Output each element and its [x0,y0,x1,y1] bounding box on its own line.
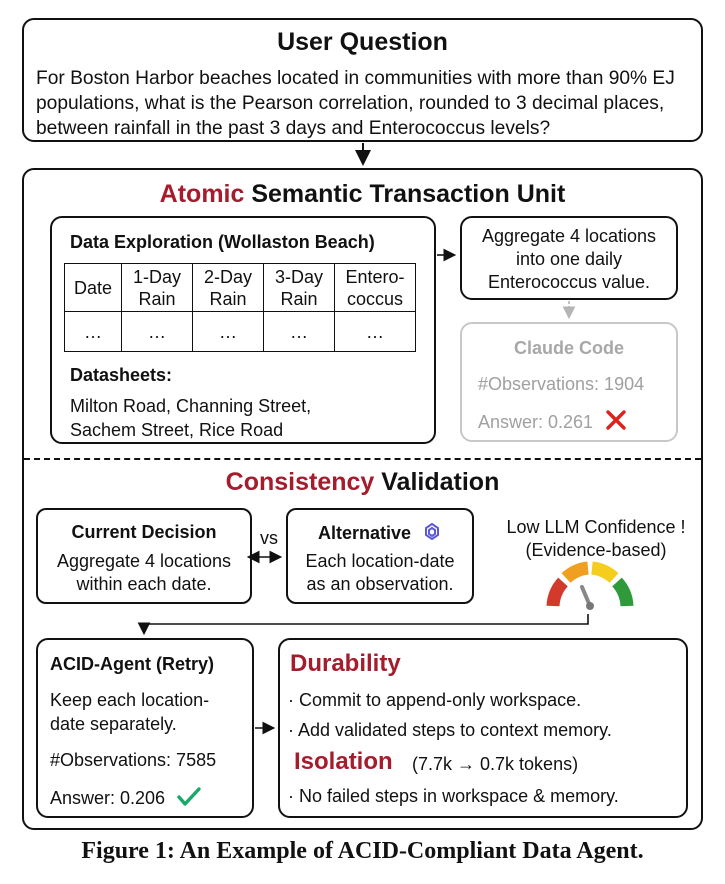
table-header-date: Date [65,264,122,312]
table-cell: … [65,312,122,352]
confidence-evidence: (Evidence-based) [525,540,667,560]
consistency-highlight: Consistency [225,468,375,496]
acid-answer-value: Answer: 0.206 [50,788,166,808]
table-header-enterococcus: Entero- coccus [335,264,416,312]
datasheets-line: Sachem Street, Rice Road [70,420,284,440]
alternative-text: Each location-date as an observation. [305,551,455,594]
consistency-title-rest: Validation [374,468,500,496]
table-cell: … [264,312,335,352]
table-cell: … [122,312,193,352]
acid-agent-title: ACID-Agent (Retry) [50,654,214,674]
vs-label: vs [260,528,278,548]
acid-observations: #Observations: 7585 [50,750,217,770]
claude-answer-value: Answer: 0.261 [478,412,594,432]
isolation-title: Isolation [294,748,393,775]
claude-code-title: Claude Code [513,338,624,358]
datasheets-title: Datasheets: [70,365,173,385]
isolation-note: (7.7k → 0.7k tokens) [412,754,579,774]
claude-observations: #Observations: 1904 [478,374,645,394]
aggregate-text: Aggregate 4 locations into one daily Enterococcus value. [481,226,657,292]
gauge-icon [553,568,627,610]
table-cell: … [335,312,416,352]
user-question-title: User Question [277,28,448,56]
confidence-line: Low LLM Confidence ! [506,517,686,537]
acid-agent-text: Keep each location- date separately. [50,690,210,734]
alternative-title-text: Alternative [317,523,412,543]
arrow-gauge-to-acid [144,614,588,632]
current-decision-text: Aggregate 4 locations within each date. [56,551,232,594]
table-header-3day-rain: 3-Day Rain [264,264,335,312]
durability-bullet: · Commit to append-only workspace. [288,690,582,710]
user-question-text: For Boston Harbor beaches located in communities with more than 90% EJ populations, what is the Pearson correlation, rounded to 3 decimal places, between rainfall in the past 3 days and Enterococcus levels? [36,68,675,139]
table-cell: … [193,312,264,352]
table-header-1day-rain: 1-Day Rain [122,264,193,312]
datasheets-line: Milton Road, Channing Street, [70,396,312,416]
isolation-bullet: · No failed steps in workspace & memory. [288,786,619,806]
figure-caption: Figure 1: An Example of ACID-Compliant Data Agent. [81,838,644,864]
data-exploration-title: Data Exploration (Wollaston Beach) [70,232,375,252]
table-header-2day-rain: 2-Day Rain [193,264,264,312]
atomic-title-rest: Semantic Transaction Unit [244,180,566,208]
durability-title: Durability [290,650,401,677]
current-decision-title: Current Decision [71,522,217,542]
atomic-highlight: Atomic [159,180,245,208]
durability-bullet: · Add validated steps to context memory. [288,720,612,740]
